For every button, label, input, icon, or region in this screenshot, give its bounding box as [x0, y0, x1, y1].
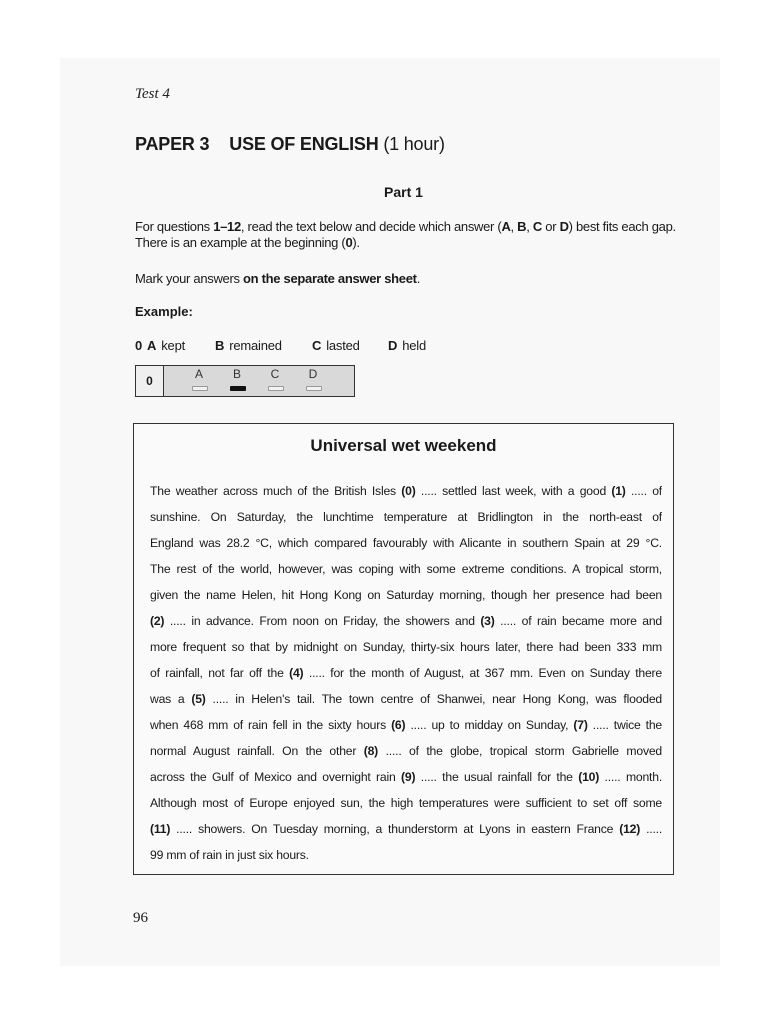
passage-line: of rainfall, not far off the (4) ..... for the month of August, at 367 mm. Even on Sunday there	[150, 666, 662, 680]
answer-letter-b: B	[232, 367, 241, 381]
gap-marker: (6)	[391, 718, 406, 732]
passage-line: 99 mm of rain in just six hours.	[150, 848, 309, 862]
instructions	[135, 219, 695, 251]
test-label: Test 4	[135, 86, 170, 102]
paper-section: USE OF ENGLISH	[229, 134, 379, 154]
option-b: B remained	[215, 338, 282, 353]
gap-marker: (11)	[150, 822, 171, 836]
passage-line: was a (5) ..... in Helen's tail. The town centre of Shanwei, near Hong Kong, was flooded	[150, 692, 662, 706]
answer-letter-d: D	[308, 367, 318, 381]
mark-instruction: Mark your answers on the separate answer sheet.	[135, 271, 421, 286]
passage-line: The rest of the world, however, was coping with some extreme conditions. A tropical storm,	[150, 562, 662, 576]
option-a: 0 A kept	[135, 338, 186, 353]
passage-line: sunshine. On Saturday, the lunchtime temperature at Bridlington in the north-east of	[150, 510, 662, 524]
passage-line: more frequent so that by midnight on Sunday, thirty-six hours later, there had been 333 mm	[150, 640, 662, 654]
answer-box-number: 0	[136, 366, 164, 396]
gap-marker: (12)	[619, 822, 641, 836]
passage-line: Although most of Europe enjoyed sun, the high temperatures were sufficient to set off some	[150, 796, 662, 810]
paper-number: PAPER 3	[135, 134, 210, 154]
gap-marker: (2)	[150, 614, 165, 628]
passage-line: England was 28.2 °C, which compared favourably with Alicante in southern Spain at 29 °C.	[150, 536, 662, 550]
passage-box	[133, 423, 674, 875]
option-d: D held	[388, 338, 426, 353]
passage-line: when 468 mm of rain fell in the sixty hours (6) ..... up to midday on Sunday, (7) ..... twice the	[150, 718, 662, 732]
passage-line: (2) ..... in advance. From noon on Friday, the showers and (3) ..... of rain became more and	[150, 614, 662, 628]
gap-marker: (3)	[480, 614, 495, 628]
passage-line: (11) ..... showers. On Tuesday morning, a thunderstorm at Lyons in eastern France (12) .....	[150, 822, 662, 836]
gap-marker: (1)	[611, 484, 626, 498]
gap-marker: (0)	[401, 484, 416, 498]
example-answer-box	[135, 365, 355, 397]
instructions-line-1: For questions 1–12, read the text below and decide which answer (A, B, C or D) best fits each gap.	[135, 219, 676, 234]
passage-line: The weather across much of the British Isles (0) ..... settled last week, with a good (1) ..... of	[150, 484, 662, 498]
answer-mark-a[interactable]	[192, 386, 208, 391]
instructions-line-2: There is an example at the beginning (0).	[135, 235, 360, 250]
page-number: 96	[133, 910, 148, 926]
passage-line: across the Gulf of Mexico and overnight rain (9) ..... the usual rainfall for the (10) ..... month.	[150, 770, 662, 784]
part-heading: Part 1	[384, 184, 423, 200]
gap-marker: (10)	[578, 770, 600, 784]
passage-text	[150, 478, 662, 868]
example-label: Example:	[135, 304, 193, 319]
gap-marker: (5)	[191, 692, 206, 706]
paper-title	[135, 134, 445, 155]
gap-marker: (8)	[363, 744, 379, 758]
gap-marker: (7)	[573, 718, 588, 732]
answer-letter-a: A	[194, 367, 203, 381]
passage-title: Universal wet weekend	[310, 436, 497, 455]
answer-mark-c[interactable]	[268, 386, 284, 391]
gap-marker: (4)	[289, 666, 304, 680]
answer-mark-d[interactable]	[306, 386, 322, 391]
answer-letter-c: C	[270, 367, 280, 381]
gap-marker: (9)	[401, 770, 416, 784]
passage-line: normal August rainfall. On the other (8) ..... of the globe, tropical storm Gabrielle moved	[150, 744, 662, 758]
answer-mark-b[interactable]	[230, 386, 246, 391]
passage-line: given the name Helen, hit Hong Kong on Saturday morning, though her presence had been	[150, 588, 662, 602]
option-c: C lasted	[312, 338, 360, 353]
paper-duration: (1 hour)	[383, 134, 445, 154]
